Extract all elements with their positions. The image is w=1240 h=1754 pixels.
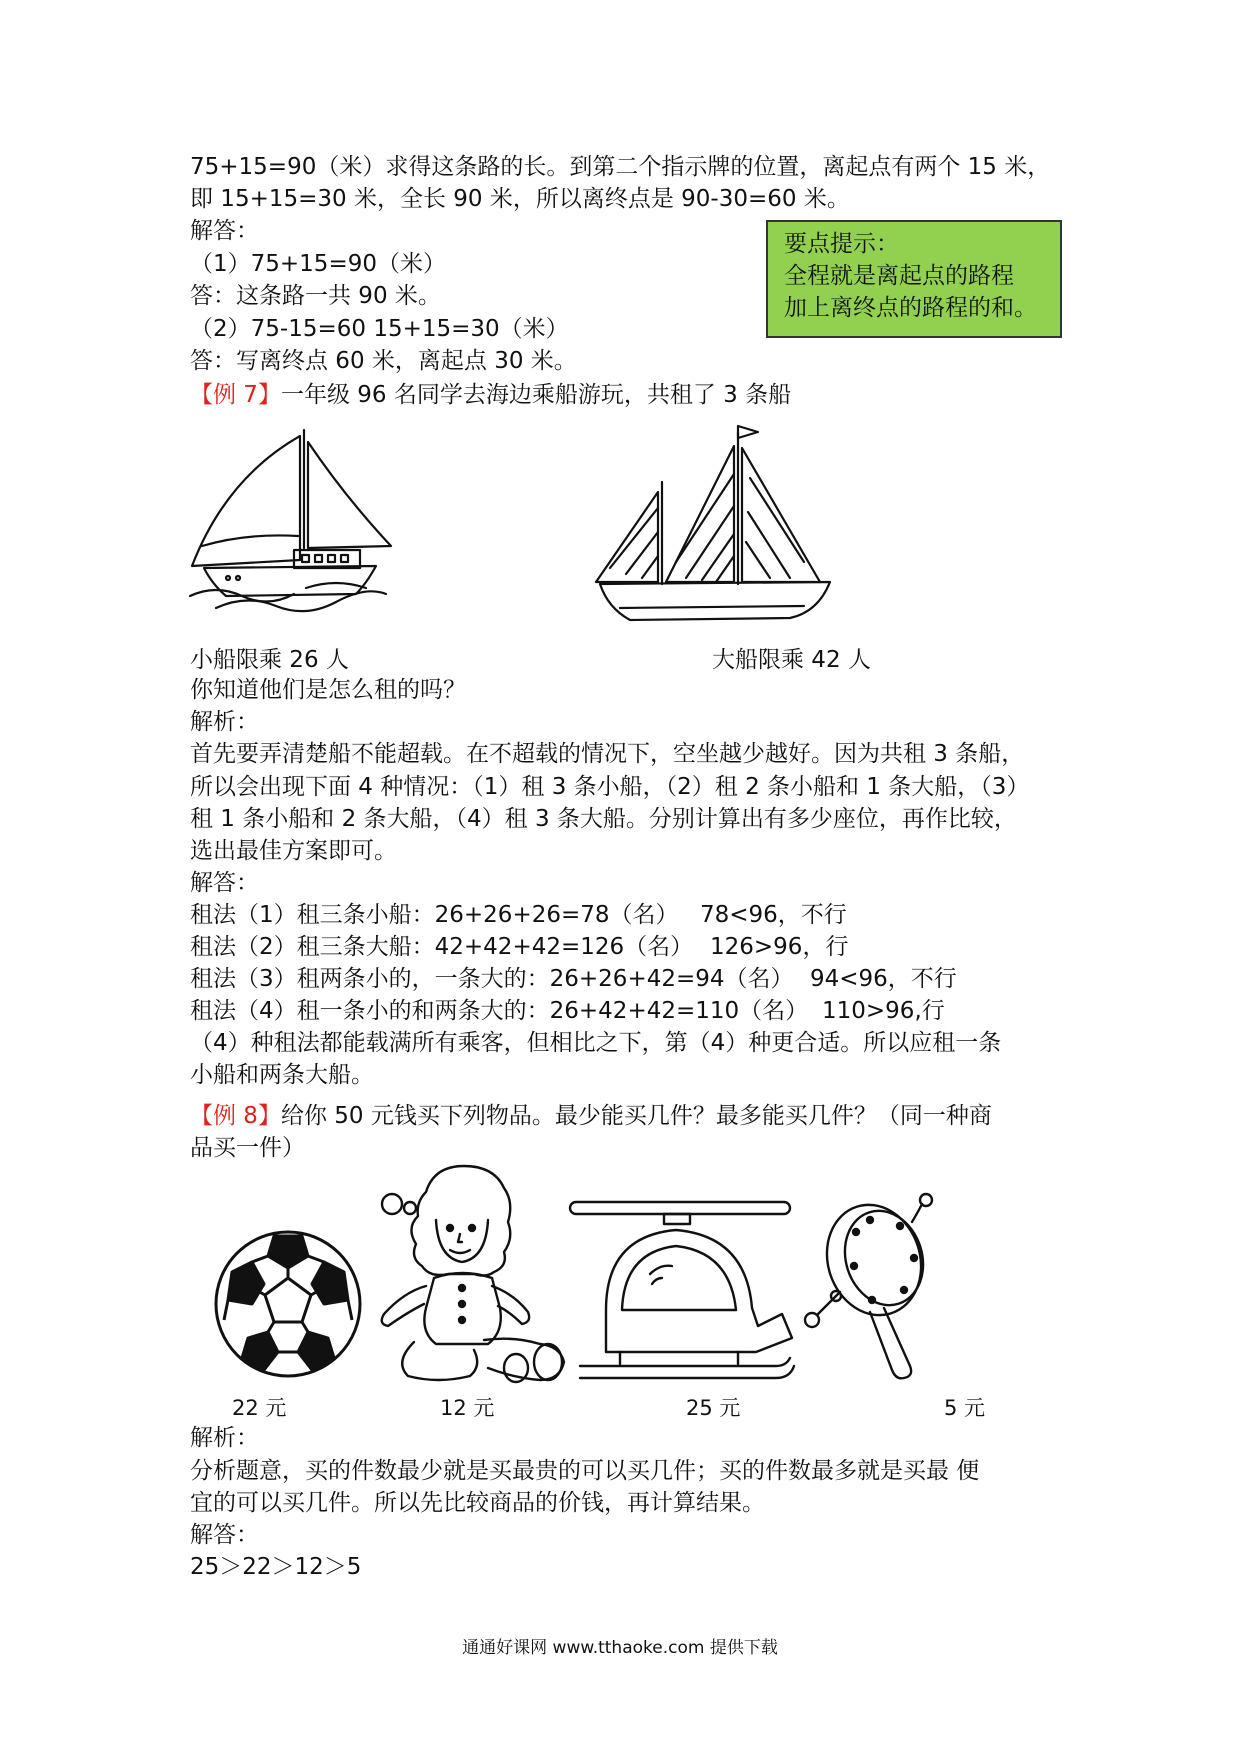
price-label: 22 元 xyxy=(232,1396,287,1420)
text-line: 即 15+15=30 米，全长 90 米，所以离终点是 90-30=60 米。 xyxy=(190,186,850,212)
question-line: 你知道他们是怎么租的吗？ xyxy=(190,677,466,703)
soccer-ball-illustration xyxy=(212,1228,364,1380)
analysis-line: 选出最佳方案即可。 xyxy=(190,838,397,864)
analysis-title: 解析： xyxy=(190,1425,259,1451)
doll-illustration xyxy=(364,1162,570,1386)
analysis-title: 解析： xyxy=(190,709,259,735)
example7-tag: 【例 7】 xyxy=(190,382,281,408)
analysis-line: 宜的可以买几件。所以先比较商品的价钱，再计算结果。 xyxy=(190,1490,765,1516)
rental-verdict: 94<96，不行 xyxy=(810,966,957,992)
example8-text-line: 品买一件） xyxy=(190,1135,305,1161)
answer-title: 解答： xyxy=(190,1522,259,1548)
rental-calculation: 租法（1）租三条小船：26+26+26=78（名） xyxy=(190,902,679,928)
conclusion-line: 小船和两条大船。 xyxy=(190,1062,374,1088)
rental-calculation: 租法（3）租两条小的，一条大的：26+26+42=94（名） xyxy=(190,966,794,992)
rattle-drum-illustration xyxy=(800,1192,938,1392)
answer-line: 25＞22＞12＞5 xyxy=(190,1554,362,1580)
small-boat-caption: 小船限乘 26 人 xyxy=(190,647,349,673)
rental-option-line xyxy=(190,931,849,963)
analysis-line: 租 1 条小船和 2 条大船，（4）租 3 条大船。分别计算出有多少座位，再作比较， xyxy=(190,806,1017,832)
example8-heading xyxy=(190,1100,992,1132)
conclusion-line: （4）种租法都能载满所有乘客，但相比之下，第（4）种更合适。所以应租一条 xyxy=(190,1030,1002,1056)
example8-tag: 【例 8】 xyxy=(190,1103,281,1129)
helicopter-illustration xyxy=(566,1196,798,1382)
price-label: 25 元 xyxy=(686,1396,741,1420)
tip-line: 加上离终点的路程的和。 xyxy=(784,295,1037,321)
text-line: 75+15=90（米）求得这条路的长。到第二个指示牌的位置，离起点有两个 15 米， xyxy=(190,154,1051,180)
rental-verdict: 126>96，行 xyxy=(710,934,849,960)
text-line: 答：写离终点 60 米，离起点 30 米。 xyxy=(190,348,577,374)
rental-option-line xyxy=(190,963,957,995)
example7-heading xyxy=(190,379,791,411)
text-line: 答：这条路一共 90 米。 xyxy=(190,283,441,309)
rental-option-line xyxy=(190,899,847,931)
answer-title: 解答： xyxy=(190,870,259,896)
small-sailboat-illustration xyxy=(186,418,396,614)
text-line: 解答： xyxy=(190,218,259,244)
example7-text: 一年级 96 名同学去海边乘船游玩，共租了 3 条船 xyxy=(280,382,792,408)
price-label: 12 元 xyxy=(440,1396,495,1420)
price-label: 5 元 xyxy=(944,1396,986,1420)
tip-line: 全程就是离起点的路程 xyxy=(784,263,1014,289)
rental-option-line xyxy=(190,995,945,1027)
rental-verdict: 110>96,行 xyxy=(822,998,945,1024)
rental-verdict: 78<96，不行 xyxy=(700,902,847,928)
text-line: （2）75-15=60 15+15=30（米） xyxy=(190,316,569,342)
tip-title: 要点提示： xyxy=(784,231,899,257)
text-line: （1）75+15=90（米） xyxy=(190,251,446,277)
big-boat-caption: 大船限乘 42 人 xyxy=(712,647,871,673)
rental-calculation: 租法（2）租三条大船：42+42+42=126（名） xyxy=(190,934,694,960)
example8-text: 给你 50 元钱买下列物品。最少能买几件？最多能买几件？（同一种商 xyxy=(280,1103,992,1129)
tip-box xyxy=(766,220,1062,338)
rental-calculation: 租法（4）租一条小的和两条大的：26+42+42=110（名） xyxy=(190,998,809,1024)
analysis-line: 所以会出现下面 4 种情况：（1）租 3 条小船，（2）租 2 条小船和 1 条大船，（3） xyxy=(190,774,1030,800)
analysis-line: 分析题意，买的件数最少就是买最贵的可以买几件；买的件数最多就是买最 便 xyxy=(190,1458,980,1484)
page-footer: 通通好课网 www.tthaoke.com 提供下载 xyxy=(462,1638,778,1658)
large-sailboat-illustration xyxy=(590,422,840,627)
analysis-line: 首先要弄清楚船不能超载。在不超载的情况下，空坐越少越好。因为共租 3 条船， xyxy=(190,741,1025,767)
